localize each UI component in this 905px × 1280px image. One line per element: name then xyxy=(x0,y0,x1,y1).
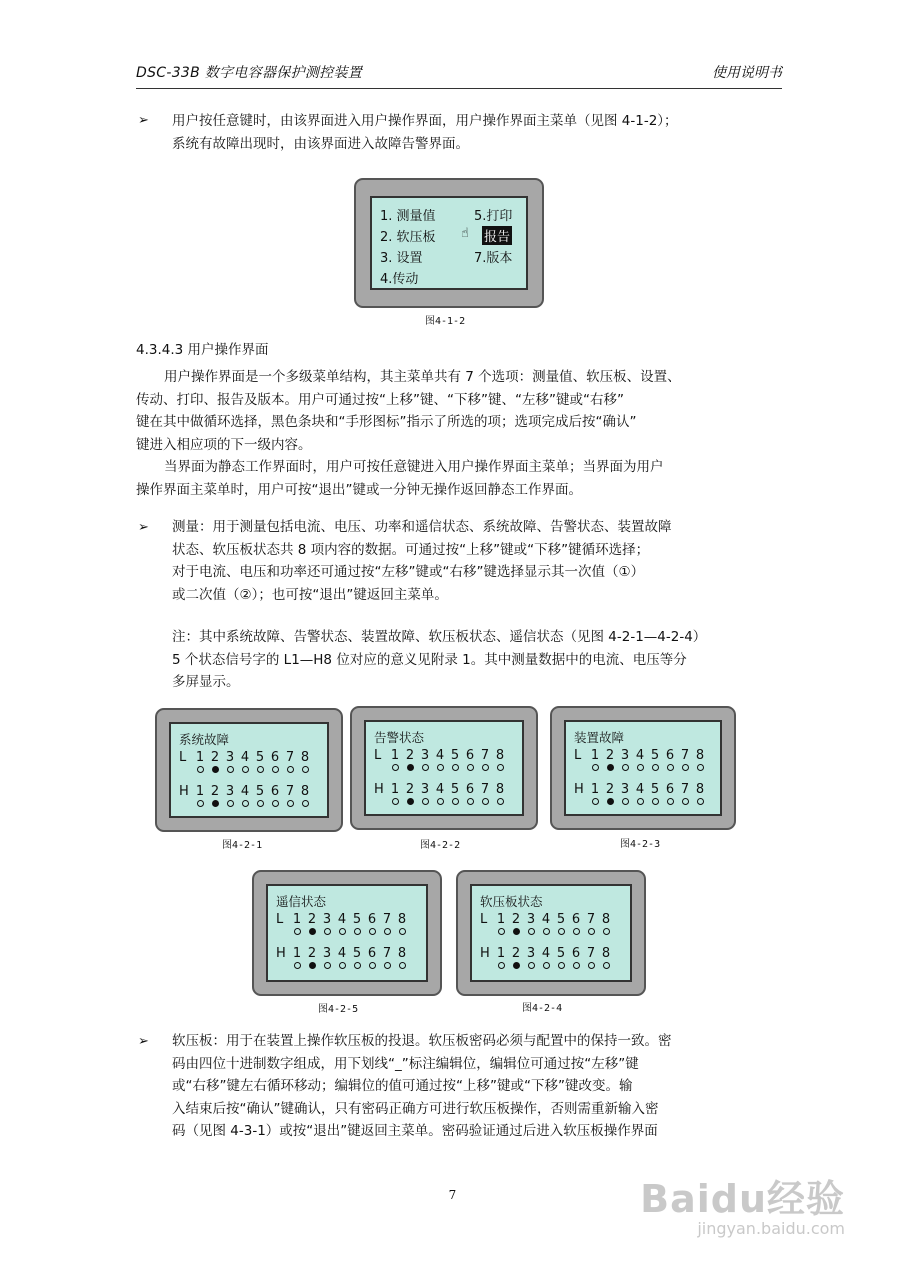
bit-indicator xyxy=(302,800,309,807)
paragraph-line: 键在其中做循环选择，黑色条块和“手形图标”指示了所选的项；选项完成后按“确认” xyxy=(136,414,637,430)
paragraph-line: 当界面为静态工作界面时，用户可按任意键进入用户操作界面主菜单；当界面为用户 xyxy=(164,459,664,475)
bit-digit: 7 xyxy=(285,784,295,799)
bit-indicator xyxy=(697,764,704,771)
bit-indicator xyxy=(452,764,459,771)
bit-indicator xyxy=(682,798,689,805)
paragraph-line: 注：其中系统故障、告警状态、装置故障、软压板状态、遥信状态（见图 4-2-1—4-2-4） xyxy=(172,629,707,645)
bit-indicator xyxy=(498,928,505,935)
bit-digit: 8 xyxy=(695,782,705,797)
bit-digit: 1 xyxy=(390,782,400,797)
bit-indicator xyxy=(369,928,376,935)
bit-digit: 2 xyxy=(405,782,415,797)
bit-digit: 3 xyxy=(225,750,235,765)
bit-indicator xyxy=(558,962,565,969)
bit-digit: 4 xyxy=(435,748,445,763)
bit-indicator xyxy=(497,798,504,805)
bit-digit: 7 xyxy=(480,748,490,763)
bit-indicator xyxy=(384,928,391,935)
bit-indicator xyxy=(407,764,414,771)
bit-indicator xyxy=(324,962,331,969)
paragraph-line: 测量：用于测量包括电流、电压、功率和遥信状态、系统故障、告警状态、装置故障 xyxy=(172,519,672,535)
hand-icon: ☝ xyxy=(461,226,469,241)
page-number: 7 xyxy=(448,1188,457,1202)
bit-digit: 7 xyxy=(586,912,596,927)
bit-indicator xyxy=(257,800,264,807)
bit-indicator xyxy=(287,766,294,773)
bit-indicator xyxy=(212,800,219,807)
bit-indicator xyxy=(294,962,301,969)
paragraph-line: 码（见图 4-3-1）或按“退出”键返回主菜单。密码验证通过后进入软压板操作界面 xyxy=(172,1123,658,1139)
bit-digit: 3 xyxy=(526,946,536,961)
row-L-label: L xyxy=(574,748,582,763)
bit-indicator xyxy=(528,962,535,969)
bit-digit: 6 xyxy=(367,946,377,961)
bit-digit: 1 xyxy=(292,912,302,927)
bit-digit: 8 xyxy=(601,946,611,961)
bit-digit: 3 xyxy=(620,748,630,763)
bit-indicator xyxy=(603,962,610,969)
bit-indicator xyxy=(697,798,704,805)
bit-digit: 6 xyxy=(367,912,377,927)
status-lcd-screen xyxy=(564,720,722,816)
status-device-panel xyxy=(350,706,538,830)
bit-digit: 5 xyxy=(650,748,660,763)
bit-indicator xyxy=(354,928,361,935)
bit-digit: 5 xyxy=(556,946,566,961)
watermark-url: jingyan.baidu.com xyxy=(697,1219,845,1238)
bit-indicator xyxy=(392,798,399,805)
bit-digit: 8 xyxy=(495,782,505,797)
bit-indicator xyxy=(354,962,361,969)
bit-digit: 4 xyxy=(541,946,551,961)
bit-digit: 4 xyxy=(240,750,250,765)
bit-digit: 5 xyxy=(450,782,460,797)
status-lcd-screen xyxy=(364,720,524,816)
intro-line: 系统有故障出现时，由该界面进入故障告警界面。 xyxy=(172,135,469,152)
bit-indicator xyxy=(607,764,614,771)
bit-digit: 3 xyxy=(526,912,536,927)
bit-digit: 2 xyxy=(405,748,415,763)
menu-item-drive[interactable]: 4.传动 xyxy=(380,272,419,287)
softplate-bullet-text xyxy=(172,1030,782,1143)
bit-indicator xyxy=(528,928,535,935)
row-H-label: H xyxy=(179,784,189,799)
bit-indicator xyxy=(309,962,316,969)
paragraph-line: 5 个状态信号字的 L1—H8 位对应的意义见附录 1。其中测量数据中的电流、电压等分 xyxy=(172,651,687,668)
bit-indicator xyxy=(513,928,520,935)
status-device-panel xyxy=(155,708,343,832)
bit-indicator xyxy=(467,798,474,805)
bit-indicator xyxy=(497,764,504,771)
bit-indicator xyxy=(422,764,429,771)
bit-digit: 7 xyxy=(480,782,490,797)
paragraph-line: 状态、软压板状态共 8 项内容的数据。可通过按“上移”键或“下移”键循环选择； xyxy=(172,541,650,558)
paragraph-line: 键进入相应项的下一级内容。 xyxy=(136,436,312,453)
bullet-icon: ➢ xyxy=(138,113,149,128)
figure-caption: 图4-2-1 xyxy=(222,840,263,851)
status-device-panel xyxy=(456,870,646,996)
bit-digit: 2 xyxy=(210,784,220,799)
body-paragraph xyxy=(136,366,782,501)
bit-digit: 4 xyxy=(635,782,645,797)
bit-digit: 5 xyxy=(352,946,362,961)
bit-digit: 8 xyxy=(300,784,310,799)
figure-caption: 图4-2-4 xyxy=(522,1003,563,1014)
bit-digit: 1 xyxy=(195,750,205,765)
bit-digit: 5 xyxy=(352,912,362,927)
bit-indicator xyxy=(482,798,489,805)
figure-caption: 图4-2-2 xyxy=(420,840,461,851)
status-title: 装置故障 xyxy=(574,730,625,745)
status-title: 告警状态 xyxy=(374,730,425,745)
bit-indicator xyxy=(652,798,659,805)
intro-line: 用户按任意键时，由该界面进入用户操作界面，用户操作界面主菜单（见图 4-1-2）； xyxy=(172,113,678,129)
row-H-label: H xyxy=(574,782,584,797)
bit-indicator xyxy=(437,764,444,771)
row-H-label: H xyxy=(374,782,384,797)
bit-indicator xyxy=(682,764,689,771)
row-L-label: L xyxy=(374,748,382,763)
bit-indicator xyxy=(437,798,444,805)
bit-digit: 5 xyxy=(255,750,265,765)
bit-digit: 4 xyxy=(435,782,445,797)
bit-digit: 2 xyxy=(210,750,220,765)
bit-digit: 8 xyxy=(695,748,705,763)
figure-caption: 图4-2-5 xyxy=(318,1004,359,1015)
status-lcd-screen xyxy=(266,884,428,982)
measure-bullet-text xyxy=(172,516,782,606)
paragraph-line: 入结束后按“确认”键确认，只有密码正确方可进行软压板操作，否则需重新输入密 xyxy=(172,1100,659,1117)
menu-device-panel xyxy=(354,178,544,308)
bit-indicator xyxy=(294,928,301,935)
bit-indicator xyxy=(452,798,459,805)
bit-indicator xyxy=(637,764,644,771)
bit-digit: 2 xyxy=(605,748,615,763)
menu-lcd-screen xyxy=(370,196,528,290)
bit-indicator xyxy=(467,764,474,771)
bit-indicator xyxy=(622,764,629,771)
bit-digit: 1 xyxy=(496,912,506,927)
bit-digit: 8 xyxy=(601,912,611,927)
bit-digit: 3 xyxy=(322,946,332,961)
bit-indicator xyxy=(513,962,520,969)
bit-indicator xyxy=(543,928,550,935)
bit-indicator xyxy=(227,766,234,773)
bit-indicator xyxy=(422,798,429,805)
bit-indicator xyxy=(573,962,580,969)
section-title: 4.3.4.3 用户操作界面 xyxy=(136,342,269,358)
bit-indicator xyxy=(384,962,391,969)
bit-digit: 2 xyxy=(511,912,521,927)
paragraph-line: 码由四位十进制数字组成，用下划线“_”标注编辑位，编辑位可通过按“左移”键 xyxy=(172,1055,639,1072)
bit-digit: 6 xyxy=(270,750,280,765)
bit-digit: 3 xyxy=(322,912,332,927)
bit-digit: 4 xyxy=(337,946,347,961)
bit-indicator xyxy=(558,928,565,935)
bit-digit: 6 xyxy=(665,782,675,797)
bit-digit: 1 xyxy=(496,946,506,961)
bit-indicator xyxy=(302,766,309,773)
bit-digit: 6 xyxy=(465,782,475,797)
bit-digit: 5 xyxy=(650,782,660,797)
menu-item-version[interactable]: 7.版本 xyxy=(474,251,513,266)
bit-digit: 4 xyxy=(337,912,347,927)
row-L-label: L xyxy=(276,912,284,927)
bit-digit: 2 xyxy=(511,946,521,961)
header-title: DSC-33B 数字电容器保护测控装置 xyxy=(136,65,363,81)
paragraph-line: 或“右移”键左右循环移动；编辑位的值可通过按“上移”键或“下移”键改变。输 xyxy=(172,1078,633,1094)
bit-digit: 7 xyxy=(680,748,690,763)
paragraph-line: 用户操作界面是一个多级菜单结构，其主菜单共有 7 个选项：测量值、软压板、设置、 xyxy=(164,369,681,385)
bit-digit: 2 xyxy=(307,912,317,927)
bit-digit: 7 xyxy=(586,946,596,961)
bit-indicator xyxy=(399,928,406,935)
bullet-icon: ➢ xyxy=(138,1034,149,1049)
page-header xyxy=(136,62,782,84)
bit-digit: 7 xyxy=(382,912,392,927)
bit-indicator xyxy=(603,928,610,935)
bit-indicator xyxy=(272,800,279,807)
intro-bullet-text xyxy=(172,110,782,155)
bit-digit: 5 xyxy=(556,912,566,927)
bullet-icon: ➢ xyxy=(138,520,149,535)
row-H-label: H xyxy=(276,946,286,961)
bit-indicator xyxy=(607,798,614,805)
row-L-label: L xyxy=(179,750,187,765)
status-lcd-screen xyxy=(470,884,632,982)
figure-caption: 图4-1-2 xyxy=(425,316,466,327)
status-device-panel xyxy=(252,870,442,996)
bit-indicator xyxy=(227,800,234,807)
paragraph-line: 多屏显示。 xyxy=(172,674,240,690)
bit-digit: 8 xyxy=(397,912,407,927)
bit-indicator xyxy=(242,800,249,807)
status-lcd-screen xyxy=(169,722,329,818)
bit-indicator xyxy=(392,764,399,771)
bit-digit: 6 xyxy=(665,748,675,763)
bit-digit: 6 xyxy=(270,784,280,799)
bit-digit: 1 xyxy=(590,748,600,763)
bit-indicator xyxy=(212,766,219,773)
bit-indicator xyxy=(573,928,580,935)
bit-digit: 2 xyxy=(605,782,615,797)
bit-digit: 6 xyxy=(571,946,581,961)
bit-digit: 3 xyxy=(225,784,235,799)
bit-digit: 2 xyxy=(307,946,317,961)
bit-indicator xyxy=(309,928,316,935)
bit-digit: 6 xyxy=(465,748,475,763)
bit-indicator xyxy=(637,798,644,805)
paragraph-line: 软压板：用于在装置上操作软压板的投退。软压板密码必须与配置中的保持一致。密 xyxy=(172,1033,672,1049)
bit-digit: 5 xyxy=(255,784,265,799)
bit-indicator xyxy=(543,962,550,969)
bit-digit: 3 xyxy=(620,782,630,797)
bit-indicator xyxy=(667,764,674,771)
bit-digit: 4 xyxy=(240,784,250,799)
bit-digit: 8 xyxy=(300,750,310,765)
bit-digit: 1 xyxy=(195,784,205,799)
paragraph-line: 传动、打印、报告及版本。用户可通过按“上移”键、“下移”键、“左移”键或“右移” xyxy=(136,391,624,408)
bit-digit: 8 xyxy=(495,748,505,763)
menu-item-print[interactable]: 5.打印 xyxy=(474,209,513,224)
note-text xyxy=(172,626,782,694)
menu-item-softplate[interactable]: 2. 软压板 xyxy=(380,230,436,245)
bit-indicator xyxy=(622,798,629,805)
bit-indicator xyxy=(197,800,204,807)
bit-indicator xyxy=(588,962,595,969)
paragraph-line: 操作界面主菜单时，用户可按“退出”键或一分钟无操作返回静态工作界面。 xyxy=(136,481,582,498)
menu-item-measure[interactable]: 1. 测量值 xyxy=(380,209,436,224)
bit-indicator xyxy=(324,928,331,935)
watermark-logo-text: Baidu经验 xyxy=(640,1177,845,1221)
status-title: 遥信状态 xyxy=(276,894,327,909)
bit-digit: 1 xyxy=(292,946,302,961)
row-L-label: L xyxy=(480,912,488,927)
status-device-panel xyxy=(550,706,736,830)
bit-digit: 5 xyxy=(450,748,460,763)
bit-indicator xyxy=(592,764,599,771)
bit-indicator xyxy=(482,764,489,771)
bit-digit: 1 xyxy=(590,782,600,797)
bit-indicator xyxy=(399,962,406,969)
bit-digit: 6 xyxy=(571,912,581,927)
bit-indicator xyxy=(588,928,595,935)
bit-digit: 7 xyxy=(382,946,392,961)
bit-indicator xyxy=(369,962,376,969)
bit-indicator xyxy=(287,800,294,807)
bit-digit: 4 xyxy=(635,748,645,763)
bit-indicator xyxy=(339,928,346,935)
bit-indicator xyxy=(257,766,264,773)
bit-digit: 7 xyxy=(680,782,690,797)
baidu-watermark xyxy=(640,1168,845,1238)
status-title: 软压板状态 xyxy=(480,894,543,909)
bit-indicator xyxy=(242,766,249,773)
bit-indicator xyxy=(498,962,505,969)
bit-indicator xyxy=(197,766,204,773)
bit-indicator xyxy=(652,764,659,771)
paragraph-line: 对于电流、电压和功率还可通过按“左移”键或“右移”键选择显示其一次值（①） xyxy=(172,564,645,580)
bit-digit: 7 xyxy=(285,750,295,765)
bit-indicator xyxy=(667,798,674,805)
bit-digit: 8 xyxy=(397,946,407,961)
bit-digit: 3 xyxy=(420,748,430,763)
header-divider xyxy=(136,88,782,89)
bit-indicator xyxy=(339,962,346,969)
menu-item-report[interactable]: 报告 xyxy=(482,226,512,245)
bit-digit: 1 xyxy=(390,748,400,763)
bit-digit: 3 xyxy=(420,782,430,797)
figure-caption: 图4-2-3 xyxy=(620,839,661,850)
status-title: 系统故障 xyxy=(179,732,230,747)
bit-indicator xyxy=(592,798,599,805)
bit-indicator xyxy=(407,798,414,805)
menu-item-settings[interactable]: 3. 设置 xyxy=(380,251,423,266)
paragraph-line: 或二次值（②）；也可按“退出”键返回主菜单。 xyxy=(172,586,448,603)
row-H-label: H xyxy=(480,946,490,961)
header-doc-type: 使用说明书 xyxy=(712,65,782,81)
bit-indicator xyxy=(272,766,279,773)
bit-digit: 4 xyxy=(541,912,551,927)
